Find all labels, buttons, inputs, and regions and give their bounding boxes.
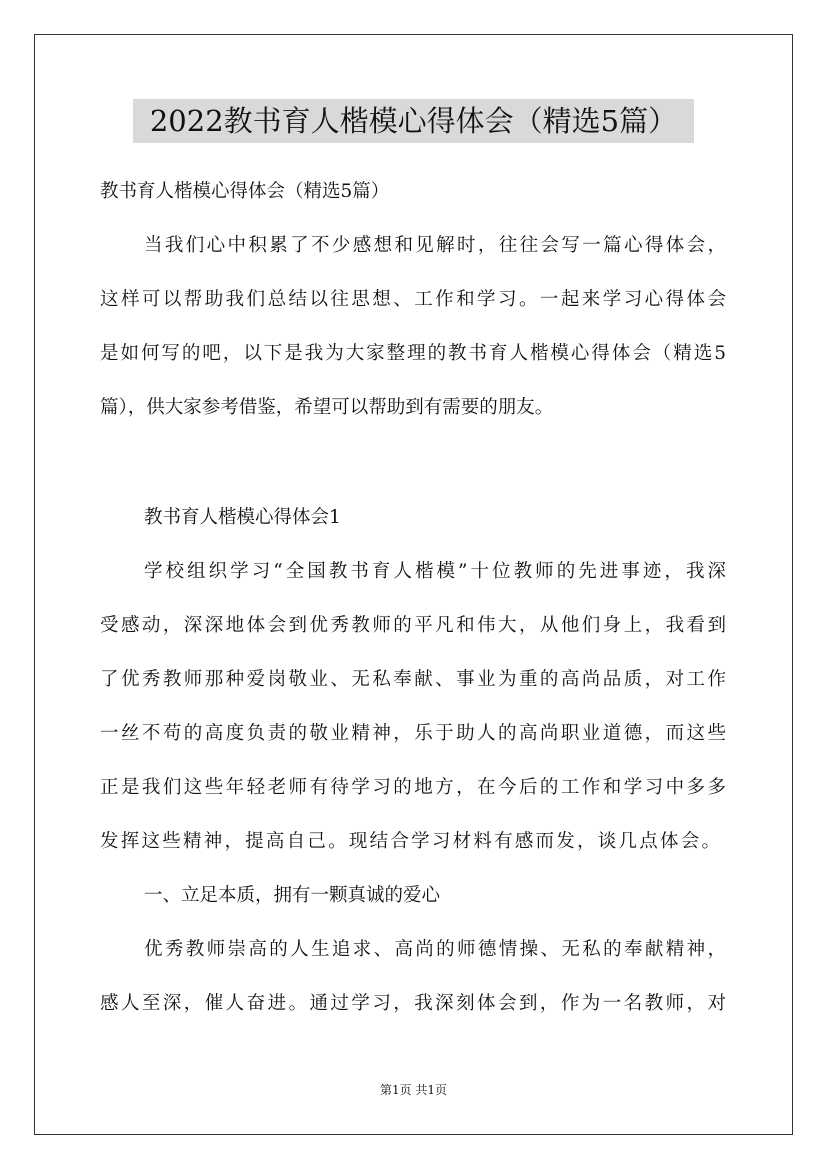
intro-line: 是如何写的吧，以下是我为大家整理的教书育人楷模心得体会（精选5	[100, 343, 726, 364]
point-line: 感人至深，催人奋进。通过学习，我深刻体会到，作为一名教师，对	[100, 993, 726, 1014]
intro-line: 这样可以帮助我们总结以往思想、工作和学习。一起来学习心得体会	[100, 289, 726, 310]
section-heading: 教书育人楷模心得体会1	[144, 507, 341, 528]
intro-line: 当我们心中积累了不少感想和见解时，往往会写一篇心得体会，	[144, 235, 726, 256]
section-line: 发挥这些精神，提高自己。现结合学习材料有感而发，谈几点体会。	[100, 831, 720, 852]
point-line: 优秀教师崇高的人生追求、高尚的师德情操、无私的奉献精神，	[144, 939, 726, 960]
section-line: 一丝不苟的高度负责的敬业精神，乐于助人的高尚职业道德，而这些	[100, 723, 726, 744]
point-heading: 一、立足本质，拥有一颗真诚的爱心	[144, 885, 441, 906]
document-subtitle: 教书育人楷模心得体会（精选5篇）	[100, 181, 390, 202]
section-line: 受感动，深深地体会到优秀教师的平凡和伟大，从他们身上，我看到	[100, 615, 726, 636]
intro-line: 篇），供大家参考借鉴，希望可以帮助到有需要的朋友。	[100, 397, 554, 418]
section-line: 了优秀教师那种爱岗敬业、无私奉献、事业为重的高尚品质，对工作	[100, 669, 726, 690]
page-number-footer: 第1页 共1页	[379, 1083, 448, 1097]
section-line: 学校组织学习“全国教书育人楷模”十位教师的先进事迹，我深	[144, 561, 726, 582]
section-line: 正是我们这些年轻老师有待学习的地方，在今后的工作和学习中多多	[100, 777, 726, 798]
document-title: 2022教书育人楷模心得体会（精选5篇）	[133, 99, 694, 143]
